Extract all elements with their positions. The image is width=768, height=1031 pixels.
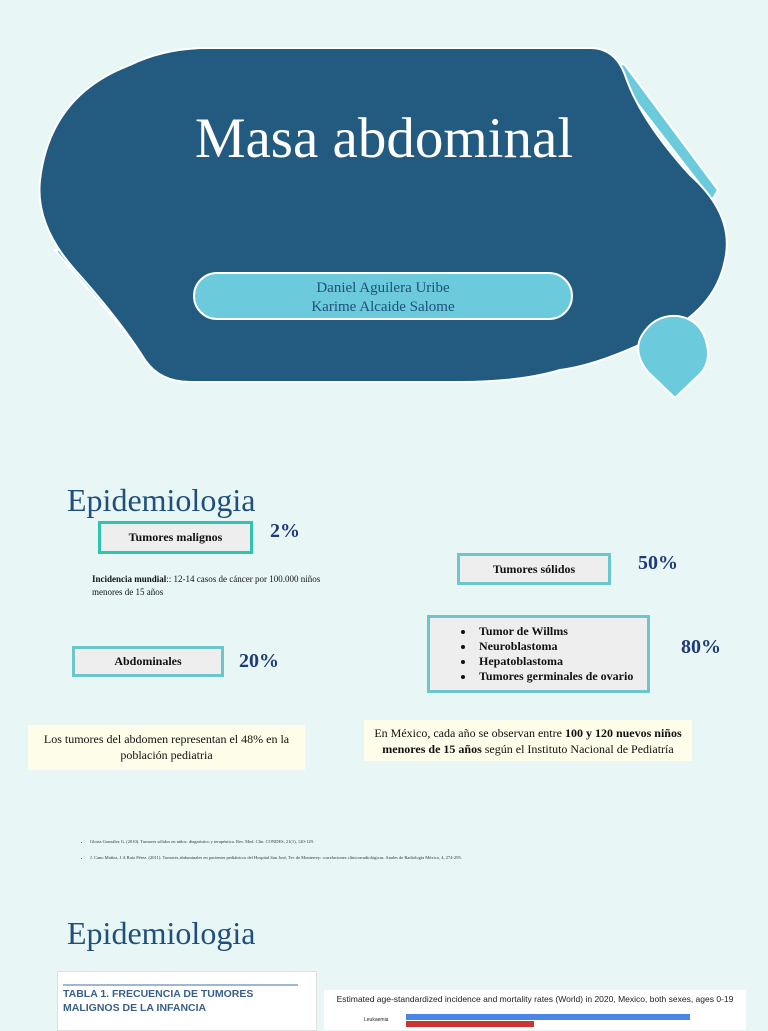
note-mexico [364, 720, 692, 761]
title-blob [39, 48, 726, 382]
slide-title: Epidemiologia [67, 482, 256, 518]
list-percentage: 80% [681, 636, 721, 658]
abdominales-percentage: 20% [239, 650, 279, 672]
author-name: Daniel Aguilera Uribe [316, 280, 450, 296]
note-abdomen: Los tumores del abdomen representan el 48% en la población pediatria [28, 725, 305, 770]
list-item: • Neuroblastoma [475, 639, 647, 654]
solidos-percentage: 50% [638, 552, 678, 574]
chart-bar-incidence [406, 1014, 690, 1020]
presentation-title: Masa abdominal [194, 107, 574, 170]
list-item: • Hepatoblastoma [475, 654, 647, 669]
chart-bar-mortality [406, 1021, 534, 1027]
tumor-types-list [430, 624, 647, 684]
note-mexico-text: En México, cada año se observan entre [374, 726, 565, 740]
authors-pill [193, 272, 573, 320]
malignos-percentage: 2% [270, 520, 300, 542]
tumor-types-box [427, 615, 650, 693]
incidencia-value: :: 12-14 casos de cáncer por 100.000 niños menores de 15 años [92, 574, 321, 597]
author-name: Karime Alcaide Salome [311, 299, 455, 315]
title-blob-graphic [0, 0, 768, 420]
epidemiology-slide-2 [0, 875, 768, 1024]
abdominales-box: Abdominales [72, 646, 224, 677]
note-mexico-bold: 100 y 120 nuevos niños menores de 15 años [382, 726, 682, 756]
slide-title: Epidemiologia [67, 915, 256, 951]
chart-category-label: Leukaemia [364, 1017, 389, 1023]
epidemiology-slide [0, 420, 768, 875]
tumores-solidos-box: Tumores sólidos [457, 553, 611, 585]
tumores-malignos-box: Tumores malignos [98, 521, 253, 554]
tabla-title: TABLA 1. FRECUENCIA DE TUMORES MALIGNOS DE LA INFANCIA [63, 984, 298, 1015]
reference-item: • Gloria González G. (2010). Tumores sólidos en niños: diagnóstico y terapéutica. Rev. Med. Clin. CONDES, 21(1), 120-129. [90, 838, 710, 845]
chart-title: Estimated age-standardized incidence and mortality rates (World) in 2020, Mexico, both sexes, ages 0-19 [336, 994, 734, 1004]
title-slide [0, 0, 768, 420]
tabla-image [57, 971, 317, 1031]
drop-shape [638, 316, 708, 398]
incidencia-label: Incidencia mundial [92, 574, 167, 584]
list-item: • Tumor de Willms [475, 624, 647, 639]
reference-item: • J. Cano Muñoz, J.A Ruiz Pérez. (2011). Tumores abdominales en pacientes pediátricos del Hospital San José, Tec de Monterrey: correlaciones clínicorradiológicas. Anales de Radiología México, 4, 274-295. [90, 854, 710, 861]
references [70, 838, 710, 870]
note-mexico-text-end: según el Instituto Nacional de Pediatría [481, 742, 674, 756]
chart-image [324, 990, 746, 1030]
incidencia-text [92, 573, 322, 599]
chart-bars [324, 990, 746, 1030]
list-item: • Tumores germinales de ovario [475, 669, 647, 684]
